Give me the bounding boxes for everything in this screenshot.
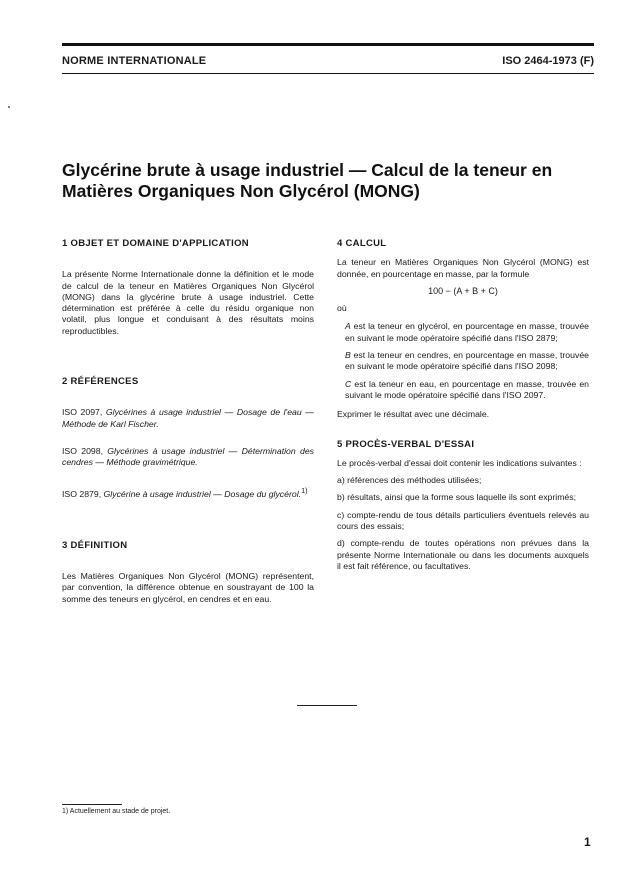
variable-definition [337, 321, 589, 344]
footnote-mark: 1) [62, 808, 69, 815]
margin-dot [8, 106, 10, 108]
reference-item [62, 446, 314, 469]
list-item: b) résultats, ainsi que la forme sous laquelle ils sont exprimés; [337, 492, 577, 503]
variable-definition [337, 379, 589, 402]
variable-text: est la teneur en eau, en pourcentage en masse, trouvée en suivant le mode opératoire spécifié dans l'ISO 2097. [345, 378, 589, 400]
page-title [62, 160, 602, 202]
section-3-heading: 3 DÉFINITION [62, 539, 128, 551]
variable-symbol: C [345, 378, 352, 389]
variable-symbol: A [345, 321, 351, 332]
section-2-heading: 2 RÉFÉRENCES [62, 376, 139, 388]
reference-item [62, 407, 314, 430]
end-separator-rule [297, 705, 357, 706]
footnote [62, 808, 170, 815]
title-line-1: Glycérine brute à usage industriel — Calcul de la teneur en [62, 160, 553, 180]
reference-title: Glycérines à usage industriel — Dosage de l'eau — Méthode de Karl Fischer. [62, 407, 314, 429]
list-item: d) compte-rendu de toutes opérations non prévues dans la présente Norme Internationale ou dans les documents auxquels il est fait référence, ou facultatives. [337, 538, 589, 571]
variable-definition [337, 350, 589, 373]
footnote-mark: 1) [301, 485, 308, 495]
reference-code: ISO 2879, [62, 488, 102, 499]
section-3-text: Les Matières Organiques Non Glycérol (MONG) représentent, par convention, la différence obtenue en soustrayant de 100 la somme des teneurs en glycérol, en cendres et en eau. [62, 571, 314, 604]
left-column [62, 238, 314, 605]
reference-title: Glycérines à usage industriel — Détermination des cendres — Méthode gravimétrique. [62, 445, 314, 468]
section-4-heading: 4 CALCUL [337, 238, 387, 249]
section-5-heading: 5 PROCÈS-VERBAL D'ESSAI [337, 438, 475, 450]
reference-code: ISO 2097, [62, 407, 103, 418]
header-rule [62, 73, 594, 74]
section-4-outro: Exprimer le résultat avec une décimale. [337, 409, 490, 420]
header-standard-number: ISO 2464-1973 (F) [502, 55, 594, 67]
variable-symbol: B [345, 350, 351, 361]
section-1-heading: 1 OBJET ET DOMAINE D'APPLICATION [62, 238, 249, 249]
list-item: a) références des méthodes utilisées; [337, 475, 482, 486]
right-column [337, 238, 589, 572]
reference-title: Glycérine à usage industriel — Dosage du glycérol. [103, 488, 302, 499]
page-number: 1 [584, 835, 591, 849]
variable-text: est la teneur en cendres, en pourcentage en masse, trouvée en suivant le mode opératoire spécifié dans l'ISO 2098; [345, 350, 589, 372]
section-1-text: La présente Norme Internationale donne la définition et le mode de calcul de la teneur en Matières Organiques Non Glycérol (MONG) dans la glycérine brute à usage industriel. Cette détermination est préférée à celle du résidu organique non volatil, plus longue et conduisant à des résultats moins reproductibles. [62, 269, 314, 336]
footnote-text: Actuellement au stade de projet. [69, 808, 171, 815]
section-5-intro: Le procès-verbal d'essai doit contenir les indications suivantes : [337, 457, 582, 468]
section-4-intro: La teneur en Matières Organiques Non Glycérol (MONG) est donnée, en pourcentage en masse, par la formule [337, 257, 589, 279]
reference-code: ISO 2098, [62, 445, 103, 456]
mong-formula: 100 − (A + B + C) [428, 285, 498, 296]
top-rule [62, 43, 594, 46]
footnote-rule [62, 804, 122, 805]
reference-item [62, 485, 314, 500]
header-standard-type: NORME INTERNATIONALE [62, 55, 207, 67]
where-label: où [337, 303, 347, 314]
variable-text: est la teneur en glycérol, en pourcentage en masse, trouvée en suivant le mode opératoire spécifié dans l'ISO 2879; [345, 321, 589, 343]
title-line-2: Matières Organiques Non Glycérol (MONG) [62, 181, 420, 201]
list-item: c) compte-rendu de tous détails particuliers éventuels relevés au cours des essais; [337, 509, 589, 532]
